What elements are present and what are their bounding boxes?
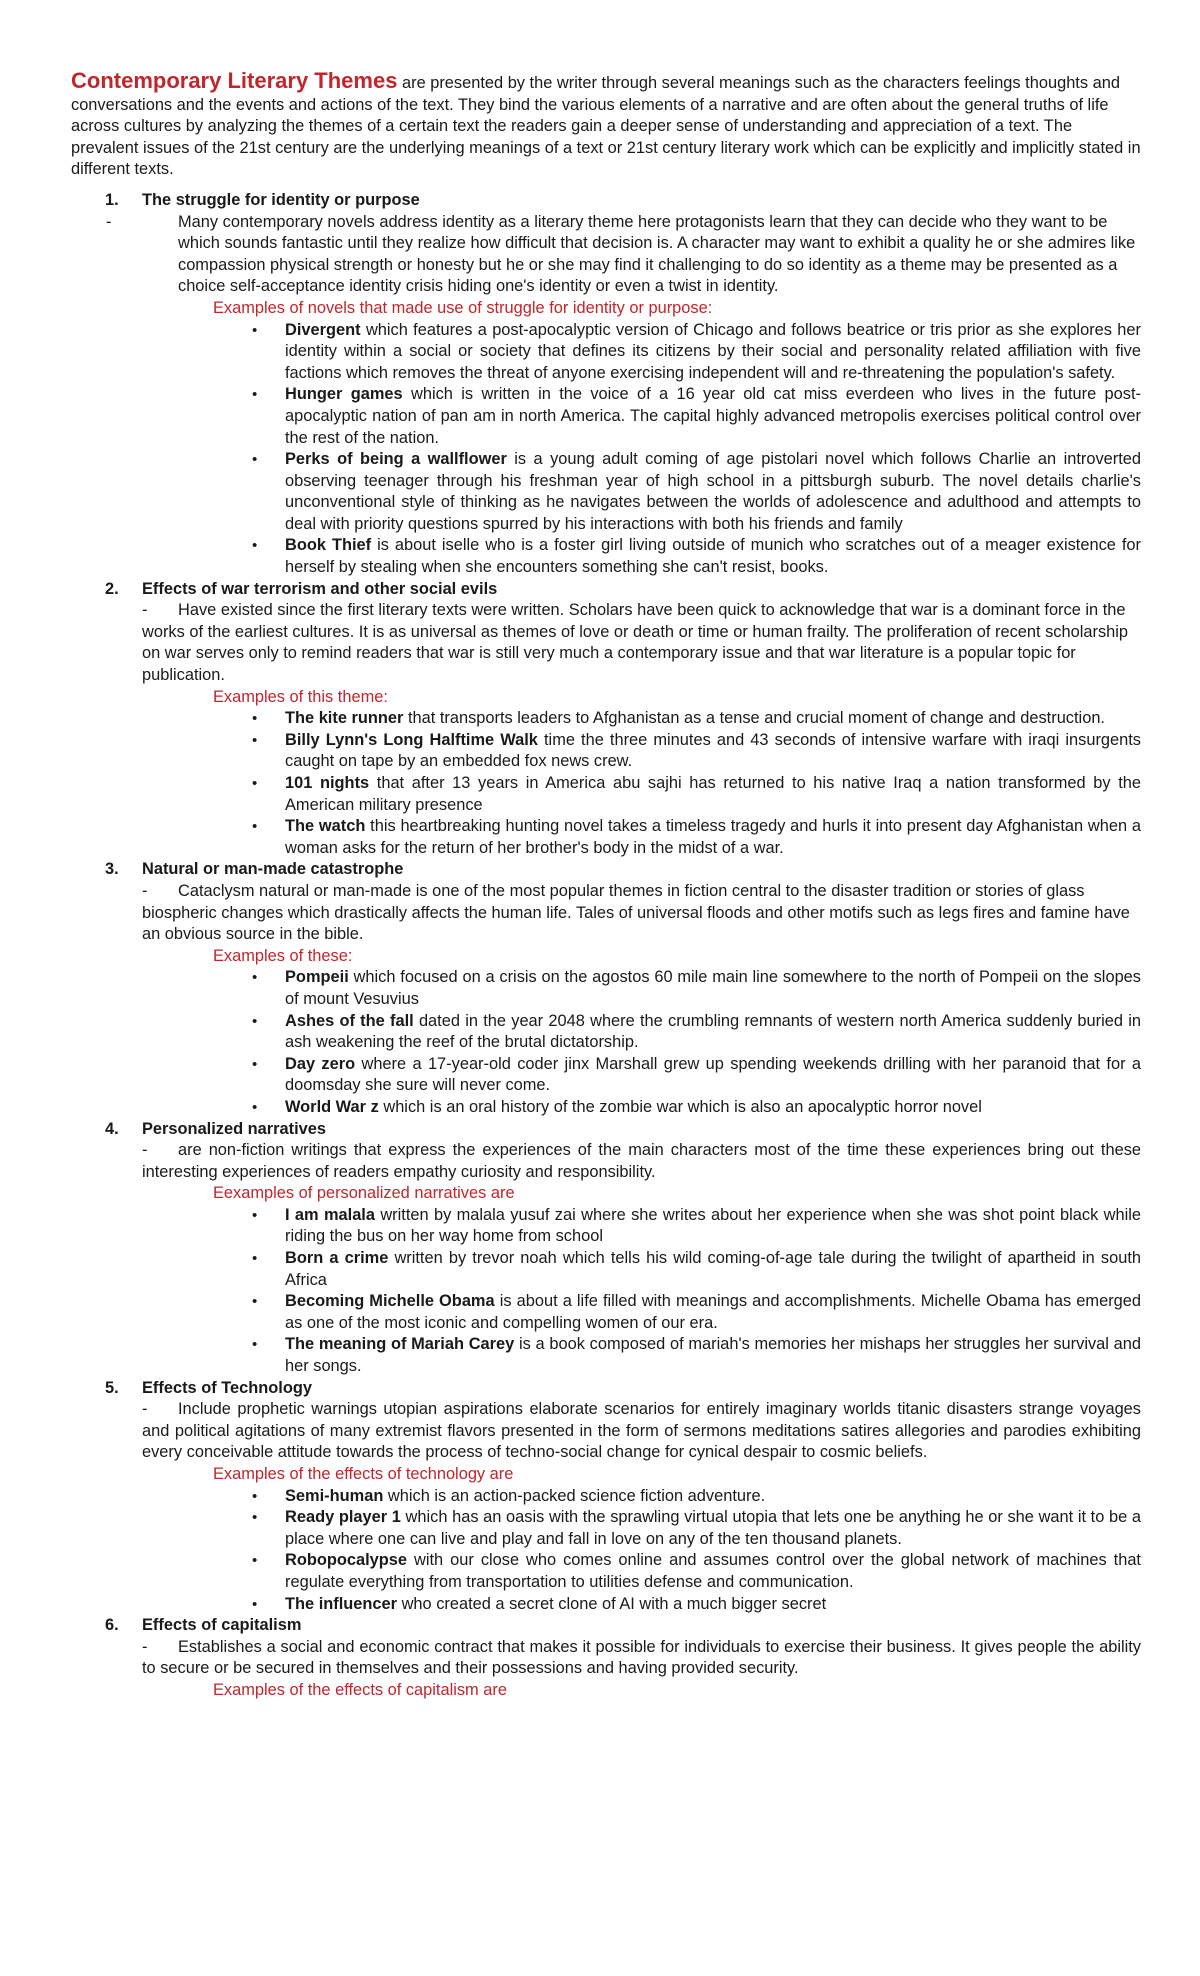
section-title: Effects of Technology <box>142 1378 312 1397</box>
section-heading <box>71 579 1141 601</box>
section-title: The struggle for identity or purpose <box>142 190 420 209</box>
book-list <box>71 1486 1141 1616</box>
theme-section <box>71 190 1141 579</box>
bullet-icon: • <box>252 451 258 469</box>
book-item <box>252 816 1141 859</box>
book-title: The watch <box>285 817 366 836</box>
bullet-icon: • <box>252 1509 258 1527</box>
book-description: is a book composed of mariah's memories her mishaps her struggles her survival and her songs. <box>285 1335 1141 1376</box>
bullet-icon: • <box>252 321 258 339</box>
book-description: which has an oasis with the sprawling virtual utopia that lets one be anything he or she want it to be a place where one can live and play and fall in love on any of the ten thousand planets. <box>285 1508 1141 1548</box>
dash-marker: - <box>142 601 148 620</box>
theme-section <box>71 859 1141 1118</box>
section-heading <box>71 1119 1141 1141</box>
book-item <box>252 535 1142 578</box>
book-item <box>252 384 1141 449</box>
section-description <box>71 212 1141 298</box>
theme-section <box>71 1615 1141 1701</box>
page-title: Contemporary Literary Themes <box>71 68 398 93</box>
book-title: I am malala <box>285 1205 375 1224</box>
book-title: The meaning of Mariah Carey <box>285 1335 515 1354</box>
book-title: Divergent <box>285 320 361 339</box>
section-description <box>71 881 1141 946</box>
examples-label: Examples of this theme: <box>213 687 388 706</box>
book-description: which focused on a crisis on the agostos 60 mile main line somewhere to the north of Pompeii on the slopes of mount Vesuvius <box>285 968 1141 1008</box>
section-title: Effects of war terrorism and other social evils <box>142 579 498 598</box>
book-title: Ready player 1 <box>285 1508 401 1527</box>
bullet-icon: • <box>252 1595 258 1613</box>
book-description: written by trevor noah which tells his wild coming-of-age tale during the twilight of apartheid in south Africa <box>285 1249 1141 1289</box>
book-title: Hunger games <box>285 385 403 404</box>
book-item <box>252 773 1141 816</box>
section-number: 3. <box>105 860 119 879</box>
examples-label: Examples of the effects of capitalism are <box>213 1680 507 1699</box>
book-item <box>252 730 1141 773</box>
dash-marker: - <box>106 212 112 231</box>
book-item <box>252 1550 1141 1593</box>
book-item <box>252 320 1141 385</box>
dash-marker: - <box>142 1141 148 1160</box>
book-title: Pompeii <box>285 968 349 987</box>
book-description: where a 17-year-old coder jinx Marshall grew up spending weekends drilling with her paranoid that for a doomsday she sure will never come. <box>285 1054 1141 1095</box>
section-heading <box>71 1615 1141 1637</box>
theme-section <box>71 579 1141 860</box>
book-description: who created a secret clone of AI with a much bigger secret <box>397 1594 827 1613</box>
book-description: this heartbreaking hunting novel takes a timeless tragedy and hurls it into present day Afghanistan when a woman asks for the return of her brother's body in the midst of a war. <box>285 817 1141 857</box>
bullet-icon: • <box>252 1098 258 1116</box>
book-title: Robopocalypse <box>285 1551 408 1570</box>
book-title: 101 nights <box>285 774 370 792</box>
book-description: which is written in the voice of a 16 year old cat miss everdeen who lives in the future post-apocalyptic nation of pan am in north America. The capital highly advanced metropolis exercises political control over the rest of the nation. <box>285 385 1141 447</box>
section-heading <box>71 190 1141 212</box>
book-description: that transports leaders to Afghanistan as a tense and crucial moment of change and destruction. <box>403 709 1105 728</box>
bullet-icon: • <box>252 818 258 836</box>
section-number: 6. <box>105 1616 119 1635</box>
section-number: 2. <box>105 579 119 598</box>
bullet-icon: • <box>252 775 258 792</box>
book-title: Billy Lynn's Long Halftime Walk <box>285 730 538 749</box>
section-number: 4. <box>105 1119 119 1138</box>
book-item <box>252 449 1142 535</box>
book-item <box>252 1486 1141 1508</box>
book-title: Day zero <box>285 1054 356 1073</box>
book-description: with our close who comes online and assumes control over the global network of machines that regulate everything from transportation to utilities defense and communication. <box>285 1551 1141 1591</box>
book-item <box>252 1054 1141 1097</box>
dash-marker: - <box>142 1400 148 1419</box>
book-item <box>252 1205 1141 1248</box>
book-description: which is an action-packed science fiction adventure. <box>383 1486 766 1505</box>
section-number: 5. <box>105 1378 119 1397</box>
section-title: Personalized narratives <box>142 1119 327 1138</box>
section-heading <box>71 1378 1141 1400</box>
book-title: Born a crime <box>285 1249 389 1268</box>
bullet-icon: • <box>252 1293 258 1311</box>
description-text: Many contemporary novels address identity as a literary theme here protagonists learn that they can decide who they want to be which sounds fantastic until they realize how difficult that decision is. A character may want to exhibit a quality he or she admires like compassion physical strength or honesty but he or she may find it challenging to do so identity as a theme may be presented as a choice self-acceptance identity crisis hiding one's identity or even a twist in identity. <box>178 212 1136 296</box>
book-title: Book Thief <box>285 536 372 555</box>
book-description: that after 13 years in America abu sajhi has returned to his native Iraq a nation transformed by the American military presence <box>285 774 1141 814</box>
examples-label: Examples of novels that made use of struggle for identity or purpose: <box>213 298 713 317</box>
description-text: Establishes a social and economic contract that makes it possible for individuals to exercise their business. It gives people the ability to secure or be secured in themselves and their possessions and having provided security. <box>142 1637 1141 1678</box>
book-item <box>252 1594 1141 1616</box>
book-item <box>252 1291 1141 1334</box>
book-title: The influencer <box>285 1594 398 1613</box>
section-description <box>71 600 1141 686</box>
document-page <box>71 70 1141 1702</box>
bullet-icon: • <box>252 386 258 404</box>
section-number: 1. <box>105 190 119 209</box>
book-list <box>71 967 1141 1118</box>
book-item <box>252 1334 1141 1377</box>
description-text: are non-fiction writings that express the experiences of the main characters most of the time these experiences bring out these interesting experiences of readers empathy curiosity and responsibility. <box>142 1141 1141 1181</box>
section-description <box>71 1399 1141 1464</box>
book-title: Becoming Michelle Obama <box>285 1292 495 1311</box>
bullet-icon: • <box>252 969 258 987</box>
section-title: Natural or man-made catastrophe <box>142 860 404 879</box>
book-item <box>252 1507 1141 1550</box>
section-description <box>71 1140 1141 1183</box>
book-list <box>71 1205 1141 1378</box>
theme-section <box>71 1119 1141 1378</box>
book-description: which is an oral history of the zombie war which is also an apocalyptic horror novel <box>378 1097 982 1116</box>
examples-label: Examples of these: <box>213 946 353 965</box>
book-description: time the three minutes and 43 seconds of intensive warfare with iraqi insurgents caught on tape by an embedded fox news crew. <box>285 730 1141 771</box>
bullet-icon: • <box>252 1250 258 1268</box>
description-text: Have existed since the first literary texts were written. Scholars have been quick to acknowledge that war is a dominant force in the works of the earliest cultures. It is as universal as themes of love or death or time or human frailty. The proliferation of recent scholarship on war serves only to remind readers that war is still very much a contemporary issue and that war literature is a popular topic for publication. <box>142 601 1129 685</box>
book-description: which features a post-apocalyptic version of Chicago and follows beatrice or tris prior as she explores her identity within a social or society that defines its citizens by their social and personality related affiliation with five factions which removes the threat of anyone exercising independent will and re-threatening the population's safety. <box>285 320 1141 382</box>
book-item <box>252 1248 1141 1291</box>
bullet-icon: • <box>252 1206 258 1224</box>
bullet-icon: • <box>252 1336 258 1354</box>
section-heading <box>71 859 1141 881</box>
intro-text: are presented by the writer through several meanings such as the characters feelings thoughts and conversations and the events and actions of the text. They bind the various elements of a narrative and are often about the general truths of life across cultures by analyzing the themes of a certain text the readers gain a deeper sense of understanding and appreciation of a text. The prevalent issues of the 21st century are the underlying meanings of a text or 21st century literary work which can be explicitly and implicitly stated in different texts. <box>71 74 1141 179</box>
book-title: The kite runner <box>285 709 404 728</box>
bullet-icon: • <box>252 1552 258 1570</box>
description-text: Cataclysm natural or man-made is one of the most popular themes in fiction central to the disaster tradition or stories of glass biospheric changes which drastically affects the human life. Tales of universal floods and other motifs such as legs fires and famine have an obvious source in the bible. <box>142 881 1130 944</box>
bullet-icon: • <box>252 1055 258 1073</box>
book-description: is about a life filled with meanings and accomplishments. Michelle Obama has emerged as one of the most iconic and compelling women of our era. <box>285 1292 1141 1332</box>
book-list <box>71 708 1141 859</box>
book-item <box>252 967 1141 1010</box>
book-description: dated in the year 2048 where the crumbling remnants of western north America suddenly buried in ash weakening the reef of the brutal dictatorship. <box>285 1011 1141 1052</box>
examples-label: Examples of the effects of technology are <box>213 1465 514 1483</box>
dash-marker: - <box>142 1637 148 1656</box>
description-text: Include prophetic warnings utopian aspirations elaborate scenarios for entirely imaginary worlds titanic disasters strange voyages and political agitations of many extremist flavors presented in the form of sermons meditations satires allegories and parodies exhibiting every conceivable attitude towards the process of techno-social change for cynical despair to cosmic beliefs. <box>142 1400 1141 1462</box>
bullet-icon: • <box>252 537 258 555</box>
book-item <box>252 1097 1141 1119</box>
book-description: written by malala yusuf zai where she writes about her experience when she was shot point black while riding the bus on her way home from school <box>285 1205 1141 1246</box>
dash-marker: - <box>142 881 148 900</box>
book-item <box>252 708 1141 730</box>
book-item <box>252 1011 1141 1054</box>
book-title: Ashes of the fall <box>285 1011 414 1030</box>
bullet-icon: • <box>252 1012 258 1030</box>
bullet-icon: • <box>252 710 258 728</box>
book-title: Semi-human <box>285 1486 384 1505</box>
book-list <box>71 320 1141 579</box>
bullet-icon: • <box>252 731 258 749</box>
book-title: Perks of being a wallflower <box>285 450 507 469</box>
examples-label: Eexamples of personalized narratives are <box>213 1184 515 1203</box>
theme-section <box>71 1378 1141 1616</box>
bullet-icon: • <box>252 1487 258 1505</box>
book-description: is about iselle who is a foster girl living outside of munich who scratches out of a meager existence for herself by stealing when she encounters something she can't resist, books. <box>285 536 1142 577</box>
book-description: is a young adult coming of age pistolari novel which follows Charlie an introverted observing teenager through his freshman year of high school in a pittsburgh suburb. The novel details charlie's unconventional style of thinking as he navigates between the worlds of adolescence and adulthood and attempts to deal with priority questions spurred by his interactions with both his friends and family <box>285 450 1142 533</box>
section-description <box>71 1637 1141 1680</box>
book-title: World War z <box>285 1097 379 1116</box>
intro-paragraph <box>71 70 1141 181</box>
section-title: Effects of capitalism <box>142 1616 302 1635</box>
